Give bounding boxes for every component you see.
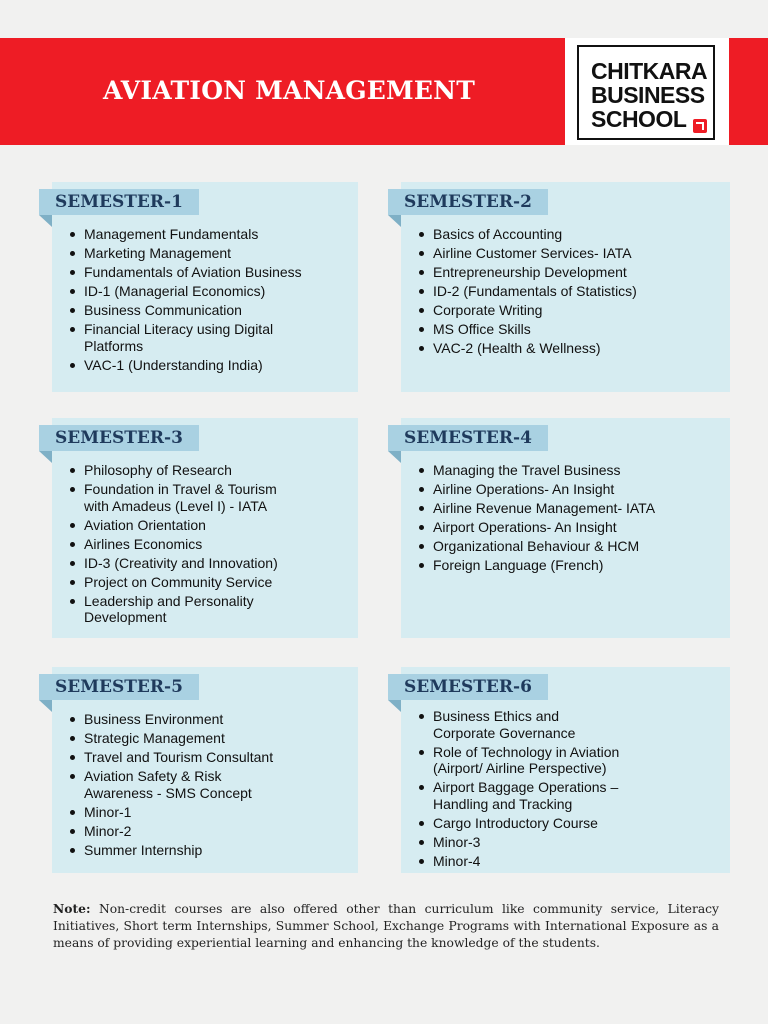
list-item: Entrepreneurship Development <box>419 264 699 281</box>
list-item: Airport Operations- An Insight <box>419 519 699 536</box>
page-title: AVIATION MANAGEMENT <box>103 76 476 105</box>
semester-card-1 <box>52 182 358 392</box>
semester-title: SEMESTER-3 <box>39 425 199 451</box>
list-item: Role of Technology in Aviation (Airport/ Airline Perspective) <box>419 744 658 777</box>
list-item: Project on Community Service <box>70 574 350 591</box>
list-item: ID-2 (Fundamentals of Statistics) <box>419 283 699 300</box>
list-item: Airline Customer Services- IATA <box>419 245 699 262</box>
list-item: Aviation Orientation <box>70 517 350 534</box>
list-item: Travel and Tourism Consultant <box>70 749 350 766</box>
list-item: Business Environment <box>70 711 350 728</box>
list-item: Aviation Safety & Risk Awareness - SMS Concept <box>70 768 284 801</box>
note-text: Non-credit courses are also offered other than curriculum like community service, Literacy Initiatives, Short term Internships, Summer School, Exchange Programs with International Exposure as a means of providing experiential learning and enhancing the knowledge of the students. <box>53 902 719 950</box>
semester-title: SEMESTER-5 <box>39 674 199 700</box>
list-item: Basics of Accounting <box>419 226 699 243</box>
list-item: Management Fundamentals <box>70 226 350 243</box>
list-item: Cargo Introductory Course <box>419 815 699 832</box>
list-item: Airline Operations- An Insight <box>419 481 699 498</box>
logo-text <box>591 59 707 131</box>
semester-title: SEMESTER-1 <box>39 189 199 215</box>
course-list <box>419 226 699 359</box>
list-item: VAC-2 (Health & Wellness) <box>419 340 699 357</box>
list-item: Airlines Economics <box>70 536 350 553</box>
logo-line-1: CHITKARA <box>591 58 708 84</box>
logo-mark-icon <box>693 119 707 133</box>
list-item: Minor-4 <box>419 853 699 870</box>
course-list <box>70 711 350 861</box>
semester-card-6 <box>401 667 730 873</box>
list-item: ID-3 (Creativity and Innovation) <box>70 555 350 572</box>
semester-card-3 <box>52 418 358 638</box>
list-item: Business Ethics and Corporate Governance <box>419 708 613 741</box>
ribbon-fold <box>388 215 401 227</box>
ribbon-fold <box>39 215 52 227</box>
list-item: Minor-3 <box>419 834 699 851</box>
logo-line-2: BUSINESS <box>591 82 705 108</box>
list-item: Fundamentals of Aviation Business <box>70 264 350 281</box>
course-list <box>419 708 699 872</box>
logo <box>565 38 729 145</box>
logo-frame <box>577 45 715 140</box>
ribbon-fold <box>388 700 401 712</box>
course-list <box>70 226 350 376</box>
semester-title: SEMESTER-4 <box>388 425 548 451</box>
list-item: Foreign Language (French) <box>419 557 699 574</box>
list-item: Leadership and Personality Development <box>70 593 274 626</box>
ribbon-fold <box>39 700 52 712</box>
list-item: Financial Literacy using Digital Platforms <box>70 321 299 354</box>
list-item: Corporate Writing <box>419 302 699 319</box>
list-item: MS Office Skills <box>419 321 699 338</box>
semester-card-5 <box>52 667 358 873</box>
list-item: Summer Internship <box>70 842 350 859</box>
list-item: Philosophy of Research <box>70 462 350 479</box>
semester-title: SEMESTER-2 <box>388 189 548 215</box>
logo-line-3: SCHOOL <box>591 106 687 132</box>
course-list <box>70 462 350 628</box>
list-item: Business Communication <box>70 302 350 319</box>
list-item: Minor-1 <box>70 804 350 821</box>
list-item: Airline Revenue Management- IATA <box>419 500 699 517</box>
list-item: Minor-2 <box>70 823 350 840</box>
ribbon-fold <box>388 451 401 463</box>
list-item: Organizational Behaviour & HCM <box>419 538 699 555</box>
list-item: Airport Baggage Operations – Handling and Tracking <box>419 779 653 812</box>
list-item: ID-1 (Managerial Economics) <box>70 283 350 300</box>
list-item: Strategic Management <box>70 730 350 747</box>
note-label: Note: <box>53 901 91 916</box>
semester-card-2 <box>401 182 730 392</box>
list-item: Marketing Management <box>70 245 350 262</box>
semester-card-4 <box>401 418 730 638</box>
semester-title: SEMESTER-6 <box>388 674 548 700</box>
course-list <box>419 462 699 576</box>
list-item: Foundation in Travel & Tourism with Amadeus (Level I) - IATA <box>70 481 294 514</box>
list-item: Managing the Travel Business <box>419 462 699 479</box>
list-item: VAC-1 (Understanding India) <box>70 357 350 374</box>
ribbon-fold <box>39 451 52 463</box>
footnote <box>53 900 719 952</box>
